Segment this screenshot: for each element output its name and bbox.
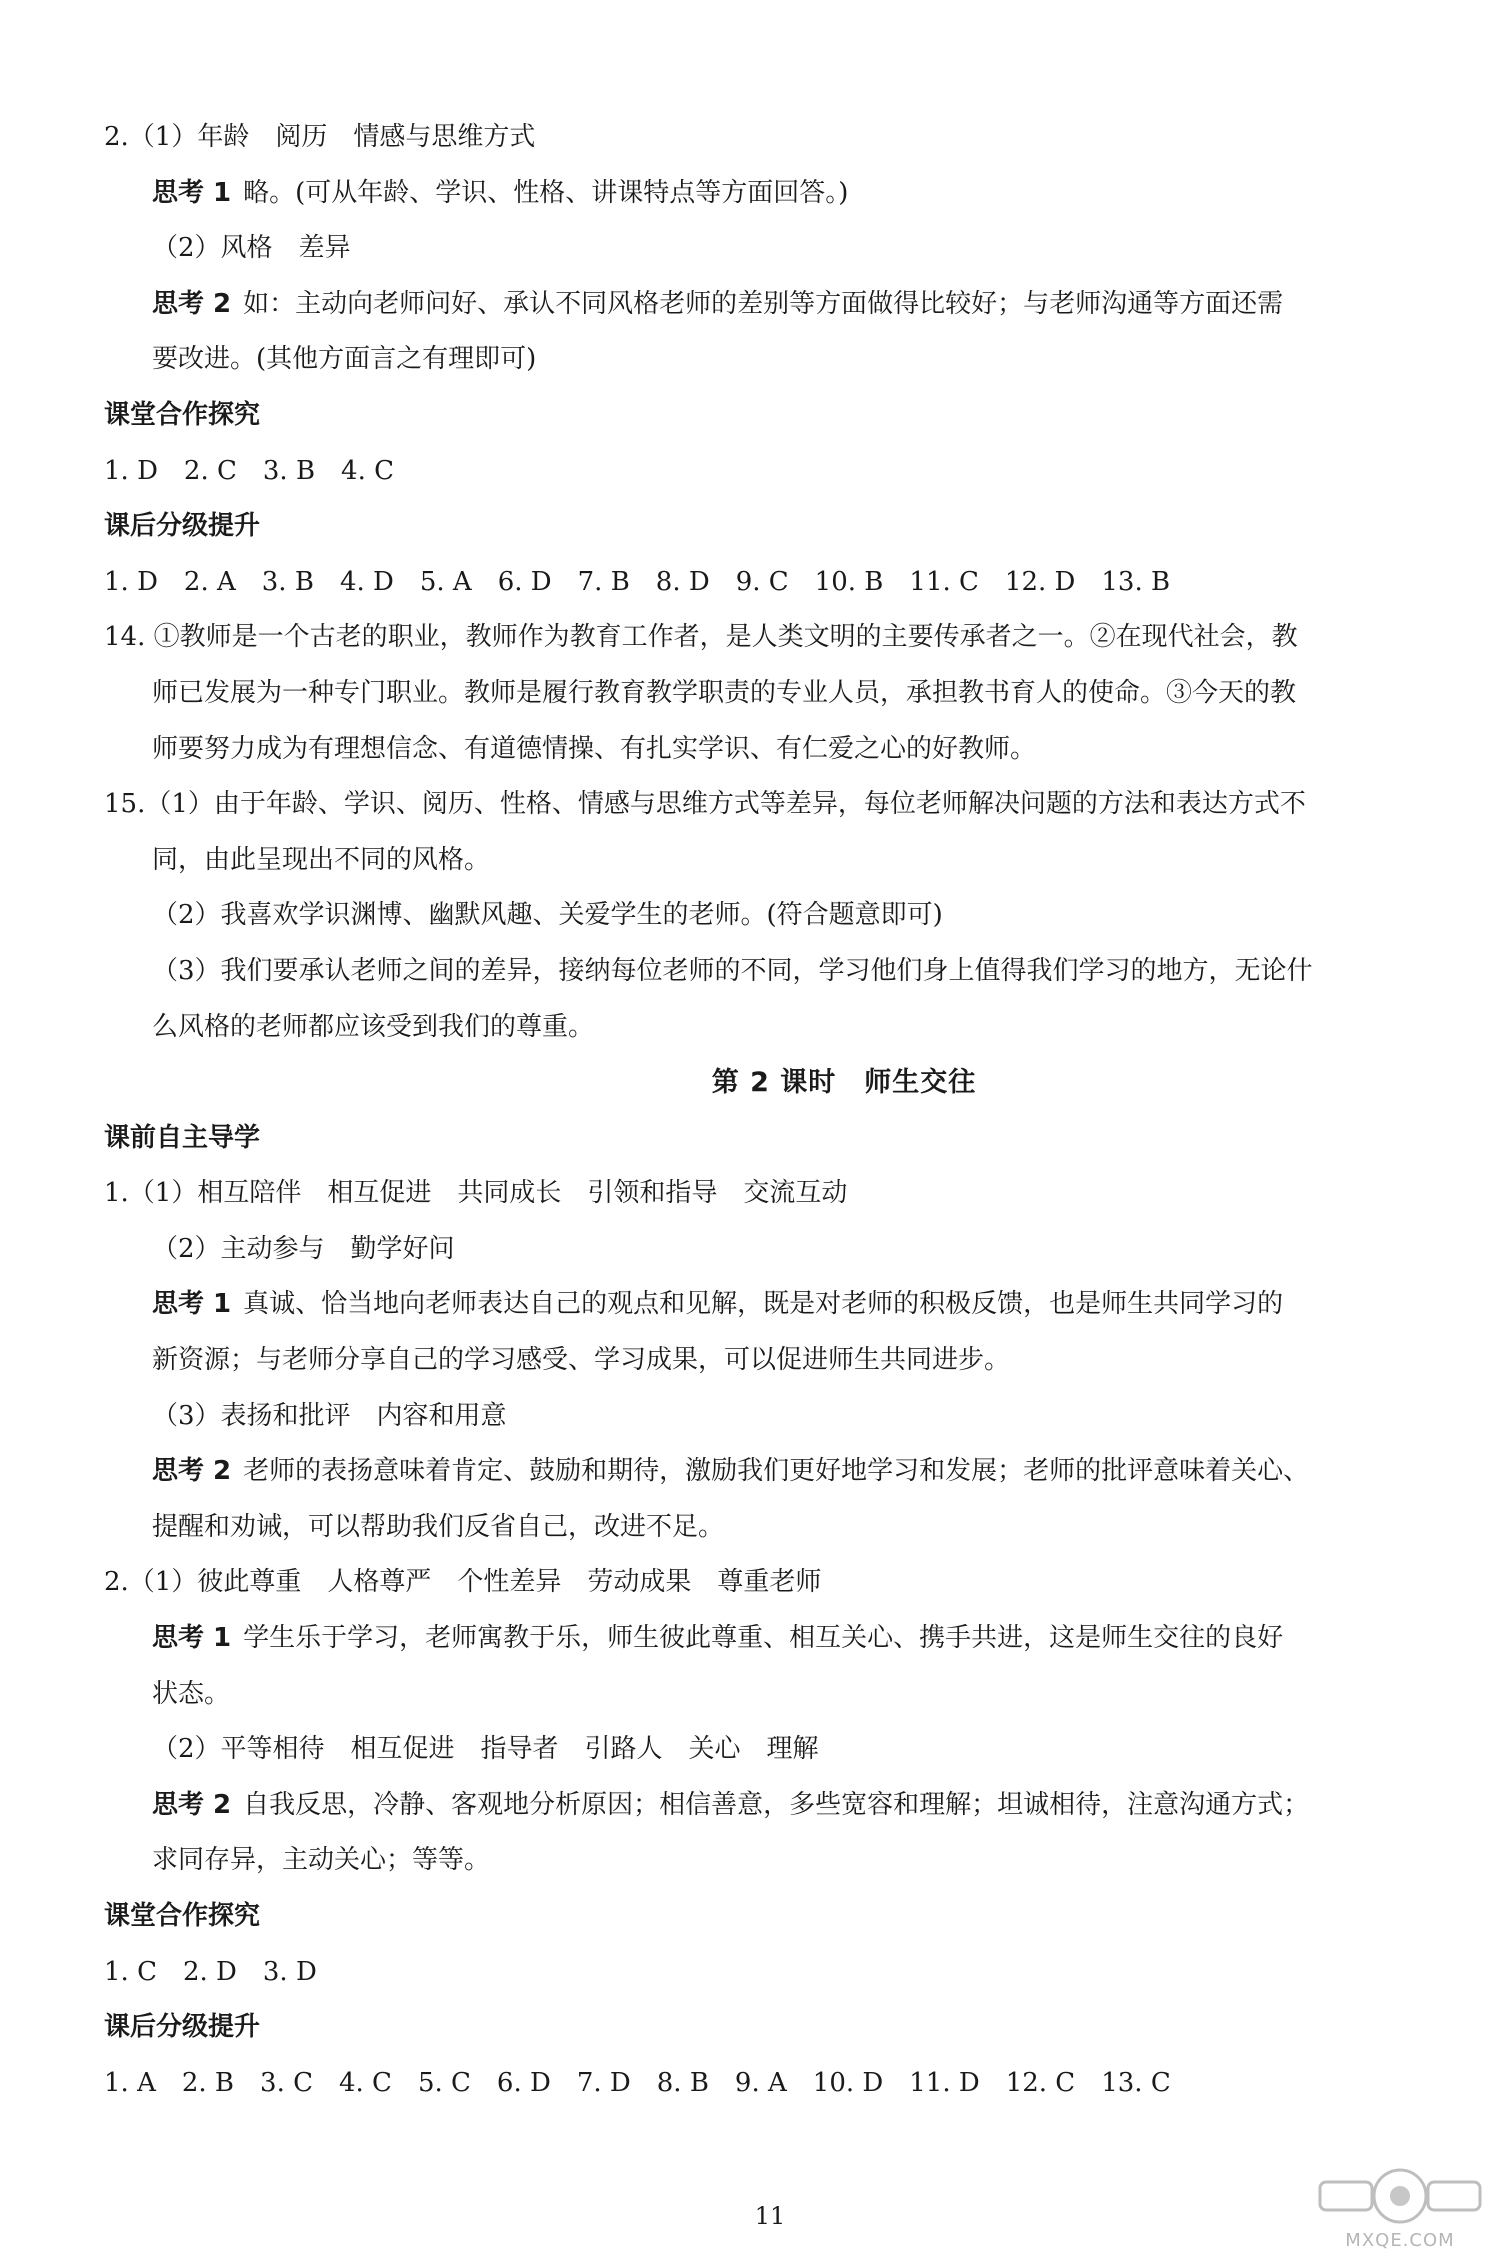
think-label: 思考 2	[152, 1456, 232, 1487]
answer-line: 师已发展为一种专门职业。教师是履行教育教学职责的专业人员，承担教书育人的使命。③今天的教	[152, 677, 1297, 708]
answer-line: 1.（1）相互陪伴 相互促进 共同成长 引领和指导 交流互动	[104, 1178, 848, 1209]
think-line	[104, 1277, 1444, 1333]
lesson-title: 第 2 课时 师生交往	[711, 1067, 977, 1099]
answer-line: 2.（1）彼此尊重 人格尊严 个性差异 劳动成果 尊重老师	[104, 1567, 822, 1598]
think-text: 如：主动向老师问好、承认不同风格老师的差别等方面做得比较好；与老师沟通等方面还需	[243, 288, 1284, 319]
think-label: 思考 1	[152, 177, 232, 208]
section-heading: 课后分级提升	[104, 511, 261, 542]
think-label: 思考 2	[152, 1789, 232, 1820]
answer-line: 1. A 2. B 3. C 4. C 5. C 6. D 7. D 8. B 9. A 10. D 11. D 12. C 13. C	[104, 2067, 1171, 2098]
think-text: 老师的表扬意味着肯定、鼓励和期待，激励我们更好地学习和发展；老师的批评意味着关心、	[243, 1456, 1310, 1487]
answer-line: （2）我喜欢学识渊博、幽默风趣、关爱学生的老师。(符合题意即可)	[152, 900, 943, 931]
think-text: 略。(可从年龄、学识、性格、讲课特点等方面回答。)	[243, 177, 849, 208]
think-line	[104, 1778, 1444, 1834]
answer-line: 2.（1）年龄 阅历 情感与思维方式	[104, 122, 536, 152]
section-heading: 课堂合作探究	[104, 1901, 261, 1931]
think-label: 思考 1	[152, 1289, 232, 1320]
answer-line: 求同存异，主动关心；等等。	[152, 1845, 491, 1876]
think-text: 学生乐于学习，老师寓教于乐，师生彼此尊重、相互关心、携手共进，这是师生交往的良好	[243, 1623, 1284, 1654]
answer-line: （3）表扬和批评 内容和用意	[152, 1400, 507, 1431]
section-heading: 课前自主导学	[104, 1122, 261, 1153]
section-heading: 课后分级提升	[104, 2012, 261, 2043]
answer-line: 同，由此呈现出不同的风格。	[152, 844, 491, 875]
answer-line: 15.（1）由于年龄、学识、阅历、性格、情感与思维方式等差异，每位老师解决问题的方法和表达方式不	[104, 789, 1306, 820]
think-label: 思考 2	[152, 288, 232, 319]
section-heading: 课堂合作探究	[104, 399, 261, 430]
watermark-text: MXQE.COM	[1345, 2230, 1455, 2251]
answer-line: 么风格的老师都应该受到我们的尊重。	[152, 1011, 595, 1042]
answer-line: 14. ①教师是一个古老的职业，教师作为教育工作者，是人类文明的主要传承者之一。②在现代社会，教	[104, 622, 1298, 653]
answer-line: （2）平等相待 相互促进 指导者 引路人 关心 理解	[152, 1734, 819, 1765]
think-line	[104, 1444, 1444, 1500]
answer-content	[104, 110, 1444, 2111]
think-line	[104, 277, 1444, 333]
think-text: 真诚、恰当地向老师表达自己的观点和见解，既是对老师的积极反馈，也是师生共同学习的	[243, 1289, 1284, 1320]
think-label: 思考 1	[152, 1623, 232, 1654]
answer-line: （3）我们要承认老师之间的差异，接纳每位老师的不同，学习他们身上值得我们学习的地方，无论什	[152, 955, 1313, 986]
think-line	[104, 166, 1444, 222]
think-text: 自我反思，冷静、客观地分析原因；相信善意，多些宽容和理解；坦诚相待，注意沟通方式；	[243, 1789, 1310, 1820]
answer-line: 新资源；与老师分享自己的学习感受、学习成果，可以促进师生共同进步。	[152, 1345, 1011, 1376]
answer-line: 提醒和劝诫，可以帮助我们反省自己，改进不足。	[152, 1511, 725, 1542]
answer-line: 1. D 2. C 3. B 4. C	[104, 455, 395, 486]
page-number: 11	[754, 2202, 786, 2230]
think-line	[104, 1611, 1444, 1667]
answer-line: 要改进。(其他方面言之有理即可)	[152, 344, 537, 375]
answer-line: 1. D 2. A 3. B 4. D 5. A 6. D 7. B 8. D 9. C 10. B 11. C 12. D 13. B	[104, 566, 1171, 597]
answer-line: （2）主动参与 勤学好问	[152, 1233, 455, 1264]
answer-line: （2）风格 差异	[152, 233, 351, 264]
answer-line: 状态。	[152, 1678, 231, 1709]
answer-line: 1. C 2. D 3. D	[104, 1956, 317, 1987]
answer-line: 师要努力成为有理想信念、有道德情操、有扎实学识、有仁爱之心的好教师。	[152, 733, 1037, 764]
watermark-logo-icon	[1300, 2160, 1500, 2255]
